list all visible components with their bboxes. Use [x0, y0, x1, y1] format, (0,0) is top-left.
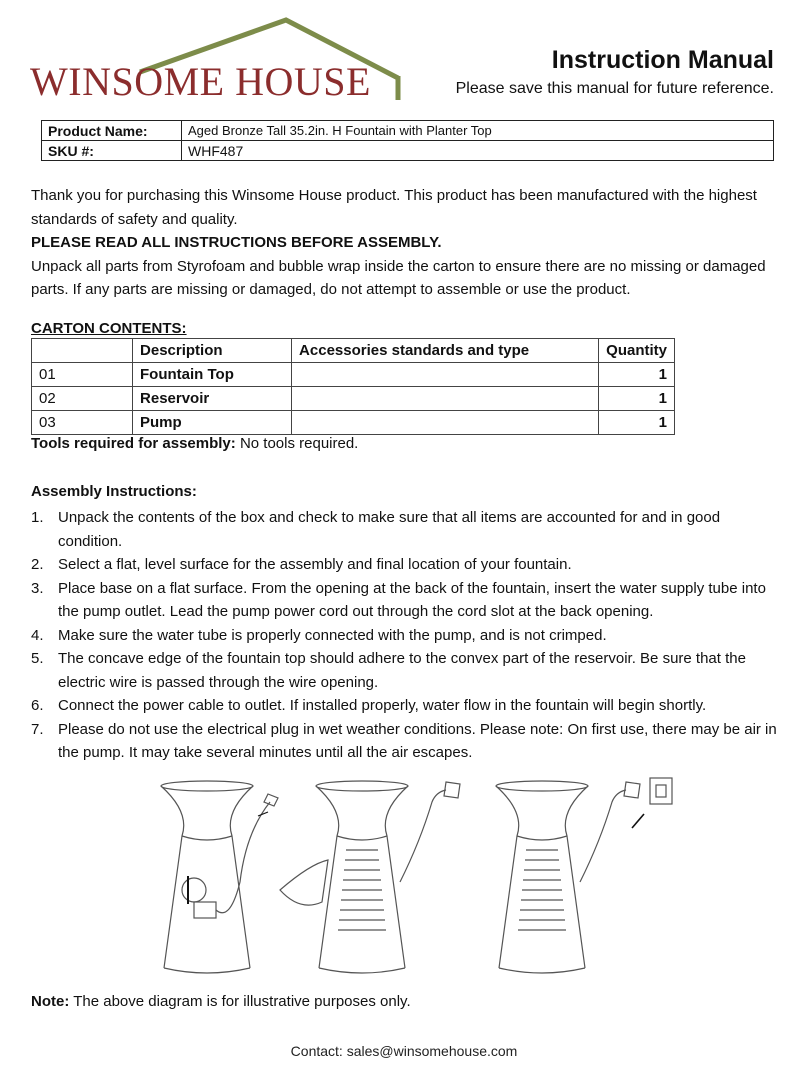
step-number: 6. [31, 697, 44, 714]
col-header-description: Description [133, 339, 292, 363]
row-description: Fountain Top [133, 363, 292, 387]
step-number: 3. [31, 579, 44, 597]
product-name-label: Product Name: [42, 121, 182, 141]
fountain-illustration-3 [496, 778, 672, 973]
step-text: Unpack the contents of the box and check to make sure that all items are accounted for and in good condition. [58, 509, 721, 550]
list-item [31, 506, 781, 553]
table-row [32, 387, 675, 411]
list-item [31, 718, 781, 765]
assembly-diagram [150, 772, 690, 994]
step-number: 7. [31, 720, 44, 738]
product-info-table [41, 120, 774, 161]
note-text: The above diagram is for illustrative purposes only. [69, 993, 411, 1010]
list-item [31, 577, 781, 624]
carton-heading: CARTON CONTENTS: [31, 320, 187, 337]
row-number: 03 [32, 411, 133, 435]
list-item [31, 553, 781, 577]
carton-contents-table [31, 338, 675, 435]
page-subtitle: Please save this manual for future reference. [455, 80, 774, 97]
step-number: 5. [31, 650, 44, 667]
row-quantity: 1 [599, 411, 675, 435]
intro-section [31, 184, 777, 302]
step-number: 2. [31, 556, 44, 573]
read-all-warning: PLEASE READ ALL INSTRUCTIONS BEFORE ASSEMBLY. [31, 234, 442, 251]
row-quantity: 1 [599, 363, 675, 387]
step-text: The concave edge of the fountain top should adhere to the convex part of the reservoir. Be sure that the electric wire is passed through the wire opening. [58, 650, 746, 691]
sku-label: SKU #: [42, 141, 182, 161]
brand-name: WINSOME HOUSE [30, 59, 371, 104]
step-number: 1. [31, 509, 44, 526]
fountain-illustration-2 [280, 781, 460, 973]
outlet-icon [650, 778, 672, 804]
page-title: Instruction Manual [551, 46, 774, 74]
row-accessories [292, 411, 599, 435]
row-quantity: 1 [599, 387, 675, 411]
table-row [32, 411, 675, 435]
row-description: Pump [133, 411, 292, 435]
thanks-paragraph: Thank you for purchasing this Winsome House product. This product has been manufactured with the highest standards of safety and quality. [31, 187, 757, 228]
unpack-paragraph: Unpack all parts from Styrofoam and bubble wrap inside the carton to ensure there are no missing or damaged parts. If any parts are missing or damaged, do not attempt to assemble or use the product. [31, 257, 766, 298]
step-text: Please do not use the electrical plug in wet weather conditions. Please note: On first use, there may be air in the pump. It may take several minutes until all the air escapes. [58, 720, 777, 761]
sku-value: WHF487 [182, 141, 774, 161]
col-header-accessories: Accessories standards and type [292, 339, 599, 363]
row-accessories [292, 387, 599, 411]
tools-line [31, 435, 358, 452]
diagram-note [31, 993, 411, 1010]
tools-value: No tools required. [235, 435, 359, 452]
assembly-steps [31, 506, 781, 765]
row-accessories [292, 363, 599, 387]
row-number: 01 [32, 363, 133, 387]
step-text: Place base on a flat surface. From the opening at the back of the fountain, insert the water supply tube into the pump outlet. Lead the pump power cord out through the cord slot at the back opening. [58, 579, 766, 620]
list-item [31, 694, 781, 718]
list-item [31, 624, 781, 648]
row-description: Reservoir [133, 387, 292, 411]
fountain-illustration-1 [161, 781, 278, 973]
assembly-heading: Assembly Instructions: [31, 483, 197, 500]
table-row [32, 363, 675, 387]
note-label: Note: [31, 993, 70, 1010]
tools-label: Tools required for assembly: [31, 435, 236, 452]
carton-header-row [32, 339, 675, 363]
col-header-quantity: Quantity [599, 339, 675, 363]
col-header-no [32, 339, 133, 363]
step-text: Make sure the water tube is properly connected with the pump, and is not crimped. [58, 626, 607, 644]
step-text: Connect the power cable to outlet. If installed properly, water flow in the fountain will begin shortly. [58, 697, 707, 714]
row-number: 02 [32, 387, 133, 411]
footer-contact: Contact: sales@winsomehouse.com [290, 1043, 518, 1059]
product-name-row [42, 121, 774, 141]
product-name-value: Aged Bronze Tall 35.2in. H Fountain with Planter Top [182, 121, 774, 141]
list-item [31, 647, 781, 694]
sku-row [42, 141, 774, 161]
step-text: Select a flat, level surface for the assembly and final location of your fountain. [58, 556, 572, 573]
step-number: 4. [31, 626, 44, 644]
